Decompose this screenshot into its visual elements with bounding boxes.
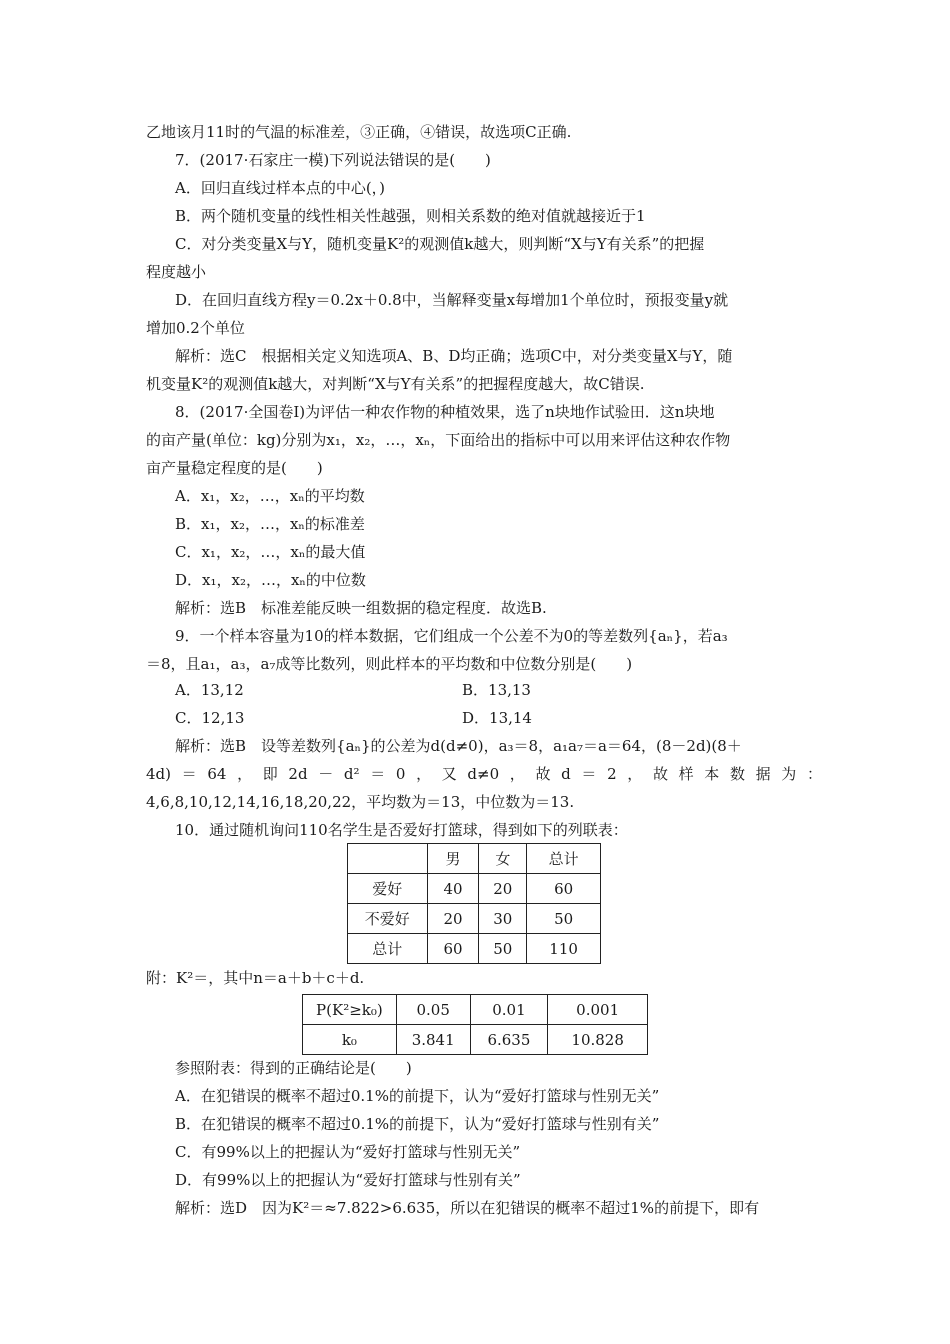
table-cell: 60 [527,874,601,904]
table-cell: 6.635 [470,1025,548,1055]
option-10c: C．有99%以上的把握认为“爱好打篮球与性别无关” [175,1143,521,1161]
question-8-cont: 的亩产量(单位：kg)分别为x₁，x₂，…，xₙ，下面给出的指标中可以用来评估这种农作物 [146,431,731,449]
question-10: 10．通过随机询问110名学生是否爱好打篮球，得到如下的列联表： [175,821,628,839]
option-9c: C．12,13 [175,709,245,727]
answer-9-word: 故 [535,765,551,783]
option-7d: D．在回归直线方程y＝0.2x＋0.8中，当解释变量x每增加1个单位时，预报变量y就 [175,291,729,309]
answer-9-word: 即 [262,765,278,783]
answer-9-word: ， [237,765,253,783]
answer-9-word: 2 [607,765,617,783]
answer-10: 解析：选D 因为K²＝≈7.822>6.635，所以在犯错误的概率不超过1%的前提下，即有 [175,1199,760,1217]
table-row [303,1025,648,1055]
answer-9-word: ＝ [370,765,386,783]
option-7b: B．两个随机变量的线性相关性越强，则相关系数的绝对值就越接近于1 [175,207,646,225]
table-cell [348,844,428,874]
reference-text: 参照附表：得到的正确结论是( ) [175,1059,412,1077]
answer-9-word: 据 [755,765,771,783]
option-9a: A．13,12 [175,681,244,699]
table-cell: 60 [427,934,479,964]
answer-9: 解析：选B 设等差数列{aₙ}的公差为d(d≠0)，a₃＝8，a₁a₇＝a＝64，(8－2d)(8＋ [175,737,742,755]
option-7a: A．回归直线过样本点的中心(，) [175,179,386,197]
table-cell: 不爱好 [348,904,428,934]
question-8: 8．(2017·全国卷Ⅰ)为评估一种农作物的种植效果，选了n块地作试验田．这n块地 [175,403,715,421]
table-cell: 40 [427,874,479,904]
answer-9-word: 样 [678,765,694,783]
option-9b: B．13,13 [462,681,531,699]
table-row [348,874,601,904]
table-cell: 男 [427,844,479,874]
table-cell: 110 [527,934,601,964]
formula-note: 附：K²＝，其中n＝a＋b＋c＋d. [146,969,365,987]
option-8c: C．x₁，x₂，…，xₙ的最大值 [175,543,366,561]
answer-9-word: 0 [395,765,406,783]
answer-7: 解析：选C 根据相关定义知选项A、B、D均正确；选项C中，对分类变量X与Y，随 [175,347,733,365]
answer-9-cont: 4,6,8,10,12,14,16,18,20,22，平均数为＝13，中位数为＝13. [146,793,575,811]
option-9d: D．13,14 [462,709,532,727]
table-cell: 总计 [527,844,601,874]
answer-9-word: ， [509,765,525,783]
option-10b: B．在犯错误的概率不超过0.1%的前提下，认为“爱好打篮球与性别有关” [175,1115,660,1133]
answer-9-word: － [318,765,334,783]
answer-9-cont [146,764,822,784]
answer-9-word: 2d [288,765,308,783]
answer-9-word: ＝ [581,765,597,783]
table-cell: 女 [479,844,527,874]
question-9: 9．一个样本容量为10的样本数据，它们组成一个公差不为0的等差数列{aₙ}，若a₃ [175,627,728,645]
contingency-table [347,843,601,964]
option-8b: B．x₁，x₂，…，xₙ的标准差 [175,515,365,533]
table-cell: 20 [479,874,527,904]
answer-9-word: 4d) [146,765,171,783]
answer-9-word: 又 [441,765,457,783]
option-7c: C．对分类变量X与Y，随机变量K²的观测值k越大，则判断“X与Y有关系”的把握 [175,235,705,253]
answer-9-word: 本 [704,765,720,783]
table-cell: 50 [479,934,527,964]
table-cell: 20 [427,904,479,934]
table-cell: 0.01 [470,995,548,1025]
table-row [348,904,601,934]
text-line: 乙地该月11时的气温的标准差，③正确，④错误，故选项C正确. [146,123,572,141]
table-cell: k₀ [303,1025,397,1055]
answer-9-word: ， [416,765,432,783]
option-8d: D．x₁，x₂，…，xₙ的中位数 [175,571,366,589]
answer-9-word: ＝ [181,765,197,783]
answer-9-word: ： [806,765,822,783]
answer-9-word: d≠0 [467,765,500,783]
table-cell: 3.841 [396,1025,470,1055]
answer-9-word: d² [343,765,360,783]
question-7: 7．(2017·石家庄一模)下列说法错误的是( ) [175,151,491,169]
table-cell: 0.05 [396,995,470,1025]
option-7d-cont: 增加0.2个单位 [146,319,245,337]
table-cell: 50 [527,904,601,934]
table-cell: 爱好 [348,874,428,904]
answer-9-word: ， [627,765,643,783]
table-cell: 10.828 [548,1025,648,1055]
question-9-cont: ＝8，且a₁，a₃，a₇成等比数列，则此样本的平均数和中位数分别是( ) [146,655,633,673]
answer-9-word: 64 [207,765,227,783]
option-8a: A．x₁，x₂，…，xₙ的平均数 [175,487,365,505]
answer-9-word: 数 [729,765,745,783]
question-8-cont: 亩产量稳定程度的是( ) [146,459,323,477]
critical-value-table [302,994,648,1055]
option-7c-cont: 程度越小 [146,263,207,281]
option-10a: A．在犯错误的概率不超过0.1%的前提下，认为“爱好打篮球与性别无关” [175,1087,660,1105]
table-row [348,844,601,874]
answer-7-cont: 机变量K²的观测值k越大，对判断“X与Y有关系”的把握程度越大，故C错误. [146,375,645,393]
answer-8: 解析：选B 标准差能反映一组数据的稳定程度．故选B. [175,599,547,617]
table-row [303,995,648,1025]
table-cell: 总计 [348,934,428,964]
table-cell: 0.001 [548,995,648,1025]
answer-9-word: d [561,765,571,783]
table-cell: 30 [479,904,527,934]
answer-9-word: 故 [652,765,668,783]
answer-9-word: 为 [781,765,797,783]
option-10d: D．有99%以上的把握认为“爱好打篮球与性别有关” [175,1171,521,1189]
table-cell: P(K²≥k₀) [303,995,397,1025]
table-row [348,934,601,964]
